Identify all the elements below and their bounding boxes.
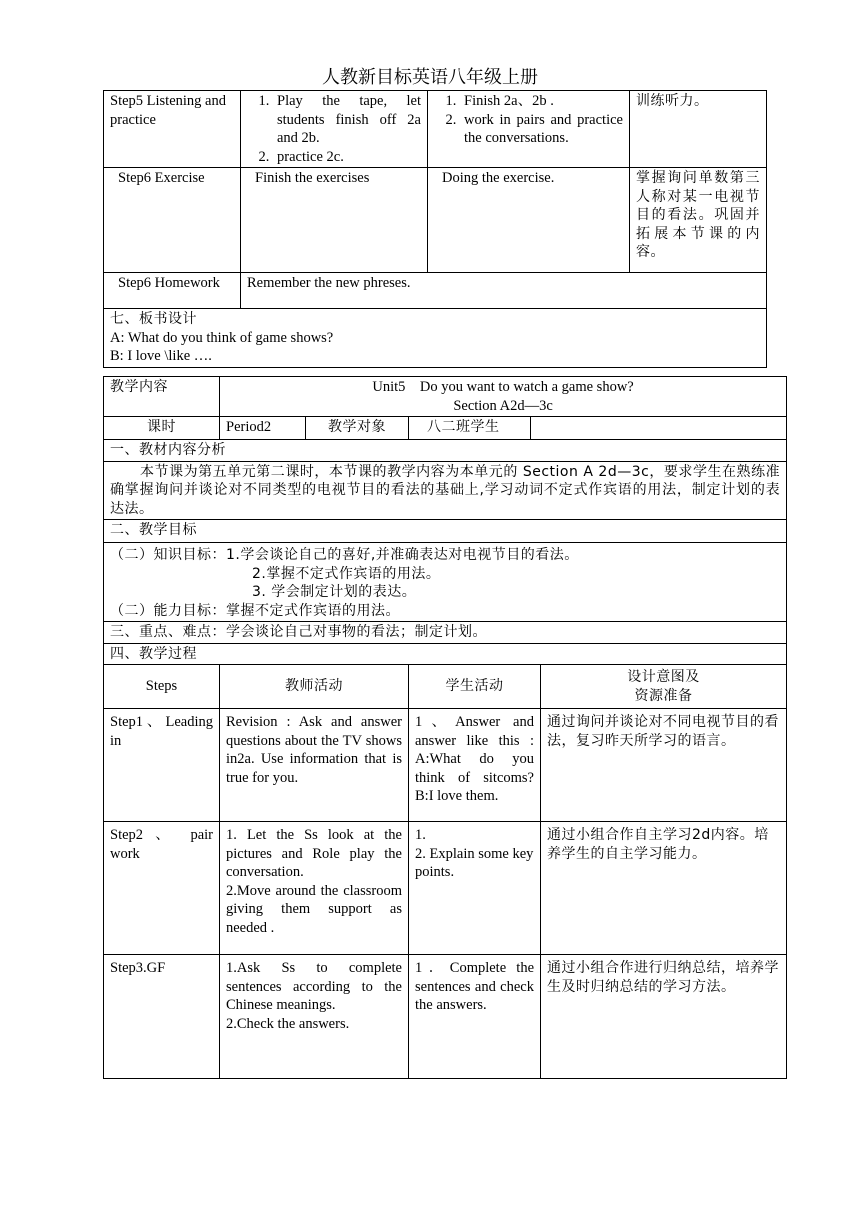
page-header-title: 人教新目标英语八年级上册 bbox=[322, 67, 538, 87]
table-row bbox=[104, 440, 787, 462]
column-header-steps: Steps bbox=[104, 665, 220, 709]
knowledge-goal-label: （二）知识目标： bbox=[110, 547, 226, 563]
student-activity-cell: 1、Answer and answer like this : A:What do you think of sitcoms? B:I love them. bbox=[409, 709, 541, 822]
table-row bbox=[104, 543, 787, 622]
step-cell: Step3.GF bbox=[104, 955, 220, 1079]
student-activity-item: 2. Explain some key points. bbox=[415, 845, 534, 880]
design-header-line: 设计意图及 bbox=[627, 669, 700, 685]
step-cell: Step1 、 Leading in bbox=[104, 709, 220, 822]
teacher-activity-cell: Remember the new phreses. bbox=[241, 273, 767, 309]
student-activity-item: 1. bbox=[415, 827, 426, 843]
list-item: 1. Finish 2a、2b . bbox=[460, 92, 623, 111]
table-row bbox=[104, 309, 767, 368]
design-intent-cell: 掌握询问单数第三人称对某一电视节目的看法。巩固并拓展本节课的内容。 bbox=[630, 168, 767, 273]
table-row bbox=[104, 709, 787, 822]
content-value-cell bbox=[220, 377, 787, 417]
table-row bbox=[104, 622, 787, 644]
knowledge-goal-item: 2.掌握不定式作宾语的用法。 bbox=[252, 565, 441, 582]
process-heading: 四、教学过程 bbox=[104, 643, 787, 665]
knowledge-goal-item: 1.学会谈论自己的喜好,并准确表达对电视节目的看法。 bbox=[226, 547, 579, 563]
unit-title: Unit5 Do you want to watch a game show? bbox=[372, 379, 634, 395]
teacher-activity-cell bbox=[220, 955, 409, 1079]
step-cell: Step2 、 pair work bbox=[104, 822, 220, 955]
student-activity-cell: Doing the exercise. bbox=[428, 168, 630, 273]
goals-heading: 二、教学目标 bbox=[104, 520, 787, 543]
ability-goal-text: 掌握不定式作宾语的用法。 bbox=[226, 602, 400, 619]
board-line: B: I love \like …. bbox=[110, 348, 212, 364]
table-row bbox=[104, 168, 767, 273]
table-row bbox=[104, 520, 787, 543]
knowledge-goal-line bbox=[110, 546, 780, 565]
teacher-activity-item: 2.Check the answers. bbox=[226, 1015, 350, 1032]
table-row bbox=[104, 417, 787, 440]
step-cell: Step5 Listening and practice bbox=[104, 91, 241, 168]
student-activity-cell: 1．Complete the sentences and check the answers. bbox=[409, 955, 541, 1079]
board-design-cell bbox=[104, 309, 767, 368]
table-row bbox=[104, 822, 787, 955]
section-title: Section A2d—3c bbox=[453, 397, 553, 414]
board-design-heading: 七、板书设计 bbox=[110, 311, 197, 327]
design-intent-cell: 通过小组合作自主学习2d内容。培养学生的自主学习能力。 bbox=[541, 822, 787, 955]
step-cell: Step6 Homework bbox=[104, 273, 241, 309]
table-row bbox=[104, 665, 787, 709]
teacher-activity-item: 1. Let the Ss look at the pictures and Role play the conversation. bbox=[226, 827, 402, 880]
list-item: 1. Play the tape, let students finish off 2a and 2b. bbox=[273, 92, 421, 148]
column-header-teacher: 教师活动 bbox=[220, 665, 409, 709]
audience-label: 教学对象 bbox=[306, 417, 409, 440]
teacher-activity-cell bbox=[241, 91, 428, 168]
analysis-text: 本节课为第五单元第二课时，本节课的教学内容为本单元的 Section A 2d—3c，要求学生在熟练准确掌握询问并谈论对不同类型的电视节目的看法的基础上,学习动词不定式作宾语的用法，制定计划的表达法。 bbox=[104, 461, 787, 520]
goals-cell bbox=[104, 543, 787, 622]
period-value: Period2 bbox=[220, 417, 306, 440]
teacher-activity-cell: Revision : Ask and answer questions about the TV shows in2a. Use information that is true for you. bbox=[220, 709, 409, 822]
period-label: 课时 bbox=[104, 417, 220, 440]
step-cell: Step6 Exercise bbox=[104, 168, 241, 273]
content-label: 教学内容 bbox=[104, 377, 220, 417]
list-item: 2. practice 2c. bbox=[273, 148, 421, 167]
ability-goal-label: （二）能力目标： bbox=[110, 602, 226, 619]
design-intent-cell: 通过询问并谈论对不同电视节目的看法，复习昨天所学习的语言。 bbox=[541, 709, 787, 822]
empty-cell bbox=[531, 417, 787, 440]
audience-value: 八二班学生 bbox=[409, 417, 531, 440]
student-activity-cell bbox=[409, 822, 541, 955]
list-item: 2. work in pairs and practice the conversations. bbox=[460, 111, 623, 148]
column-header-design bbox=[541, 665, 787, 709]
teacher-activity-cell bbox=[220, 822, 409, 955]
ability-goal-line bbox=[110, 602, 780, 621]
table-row bbox=[104, 273, 767, 309]
teacher-activity-item: 1.Ask Ss to complete sentences according to the Chinese meanings. bbox=[226, 960, 402, 1013]
design-intent-cell: 训练听力。 bbox=[630, 91, 767, 168]
table-row bbox=[104, 955, 787, 1079]
analysis-heading: 一、教材内容分析 bbox=[104, 440, 787, 462]
table-row bbox=[104, 643, 787, 665]
table-row bbox=[104, 461, 787, 520]
teacher-activity-item: 2.Move around the classroom giving them support as needed . bbox=[226, 882, 402, 936]
table-row bbox=[104, 91, 767, 168]
design-intent-cell: 通过小组合作进行归纳总结，培养学生及时归纳总结的学习方法。 bbox=[541, 955, 787, 1079]
knowledge-goal-item: 3. 学会制定计划的表达。 bbox=[252, 584, 417, 600]
table-row bbox=[104, 377, 787, 417]
design-header-line: 资源准备 bbox=[634, 687, 693, 704]
lesson-plan-table bbox=[103, 376, 787, 1079]
lesson-table-continued bbox=[103, 90, 767, 368]
board-line: A: What do you think of game shows? bbox=[110, 329, 334, 346]
teacher-activity-cell: Finish the exercises bbox=[241, 168, 428, 273]
key-points: 三、重点、难点：学会谈论自己对事物的看法；制定计划。 bbox=[104, 622, 787, 644]
student-activity-cell bbox=[428, 91, 630, 168]
column-header-student: 学生活动 bbox=[409, 665, 541, 709]
